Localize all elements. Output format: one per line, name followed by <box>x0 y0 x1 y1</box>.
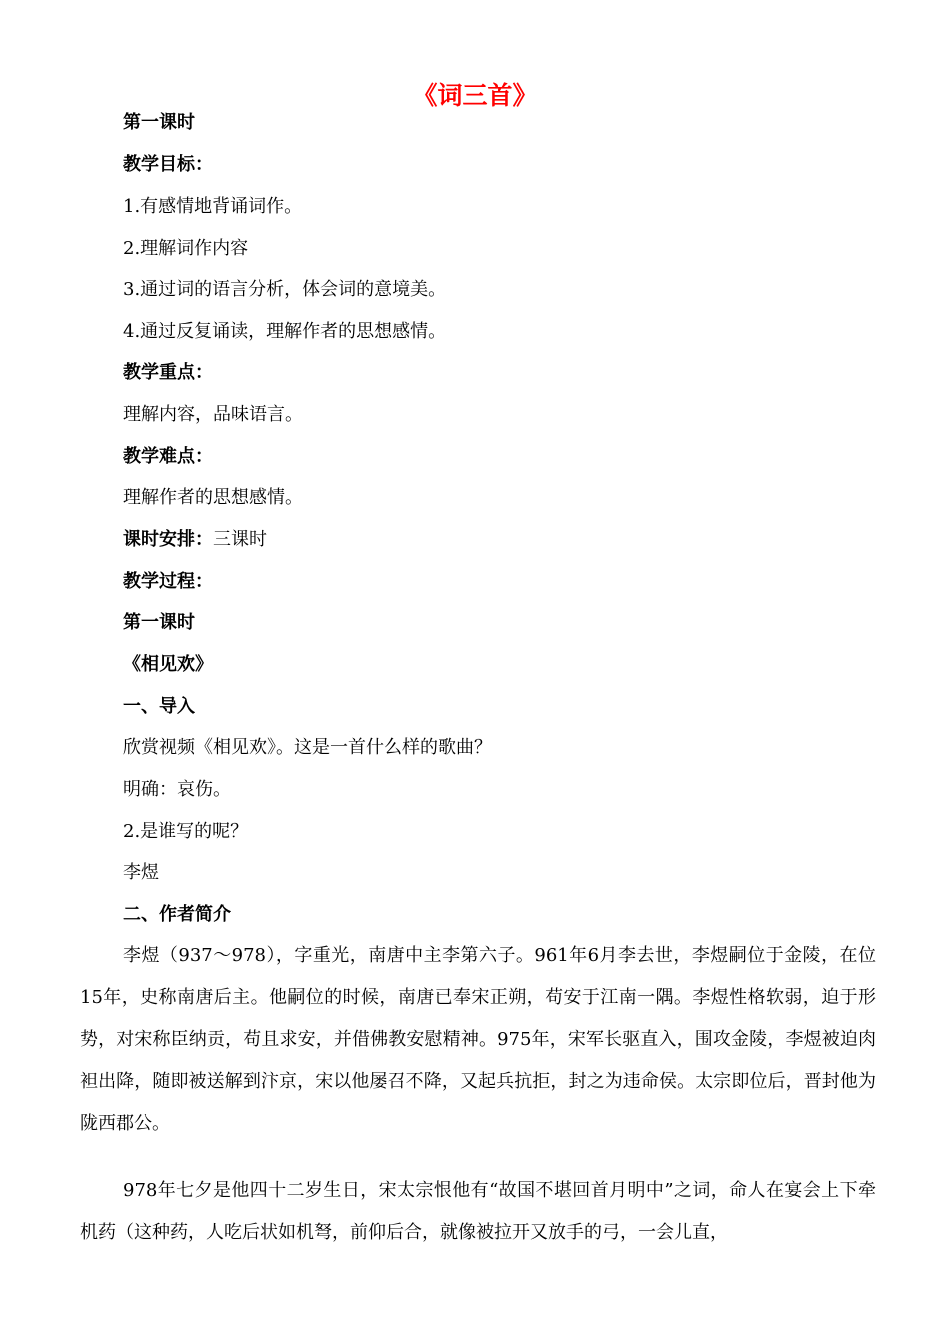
goal-item: 1.有感情地背诵词作。 <box>123 196 303 217</box>
poem-title: 《相见欢》 <box>123 654 213 675</box>
section2-heading: 二、作者简介 <box>123 904 231 925</box>
process-lesson1-heading: 第一课时 <box>123 612 195 633</box>
document-title: 《词三首》 <box>412 81 538 110</box>
author-paragraph: 李煜（937～978），字重光，南唐中主李第六子。961年6月李去世，李煜嗣位于金陵，在位15年，史称南唐后主。他嗣位的时候，南唐已奉宋正朔，苟安于江南一隅。李煜性格软弱，迫于形势，对宋称臣纳贡，苟且求安，并借佛教安慰精神。975年，宋军长驱直入，围攻金陵，李煜被迫肉袒出降，随即被送解到汴京，宋以他屡召不降，又起兵抗拒，封之为违命侯。太宗即位后，晋封他为陇西郡公。 <box>80 945 876 1134</box>
section1-line: 李煜 <box>123 862 159 883</box>
goal-item: 2.理解词作内容 <box>123 238 249 259</box>
lesson1-heading: 第一课时 <box>123 112 195 133</box>
section1-line: 明确：哀伤。 <box>123 779 231 800</box>
key-points-text: 理解内容，品味语言。 <box>123 404 303 425</box>
section1-line: 欣赏视频《相见欢》。这是一首什么样的歌曲？ <box>123 737 492 758</box>
section1-line: 2.是谁写的呢？ <box>123 821 249 842</box>
section1-heading: 一、导入 <box>123 696 195 717</box>
schedule-value: 三课时 <box>213 529 267 550</box>
difficulties-text: 理解作者的思想感情。 <box>123 487 303 508</box>
schedule-label: 课时安排： <box>123 529 213 550</box>
difficulties-heading: 教学难点： <box>123 446 213 467</box>
schedule-line <box>123 527 267 553</box>
goal-item: 4.通过反复诵读，理解作者的思想感情。 <box>123 321 447 342</box>
key-points-heading: 教学重点： <box>123 362 213 383</box>
process-heading: 教学过程： <box>123 571 213 592</box>
goal-item: 3.通过词的语言分析，体会词的意境美。 <box>123 279 447 300</box>
goals-heading: 教学目标： <box>123 154 213 175</box>
author-paragraph: 978年七夕是他四十二岁生日，宋太宗恨他有“故国不堪回首月明中”之词，命人在宴会上下牵机药（这种药，人吃后状如机弩，前仰后合，就像被拉开又放手的弓，一会儿直， <box>80 1180 876 1243</box>
